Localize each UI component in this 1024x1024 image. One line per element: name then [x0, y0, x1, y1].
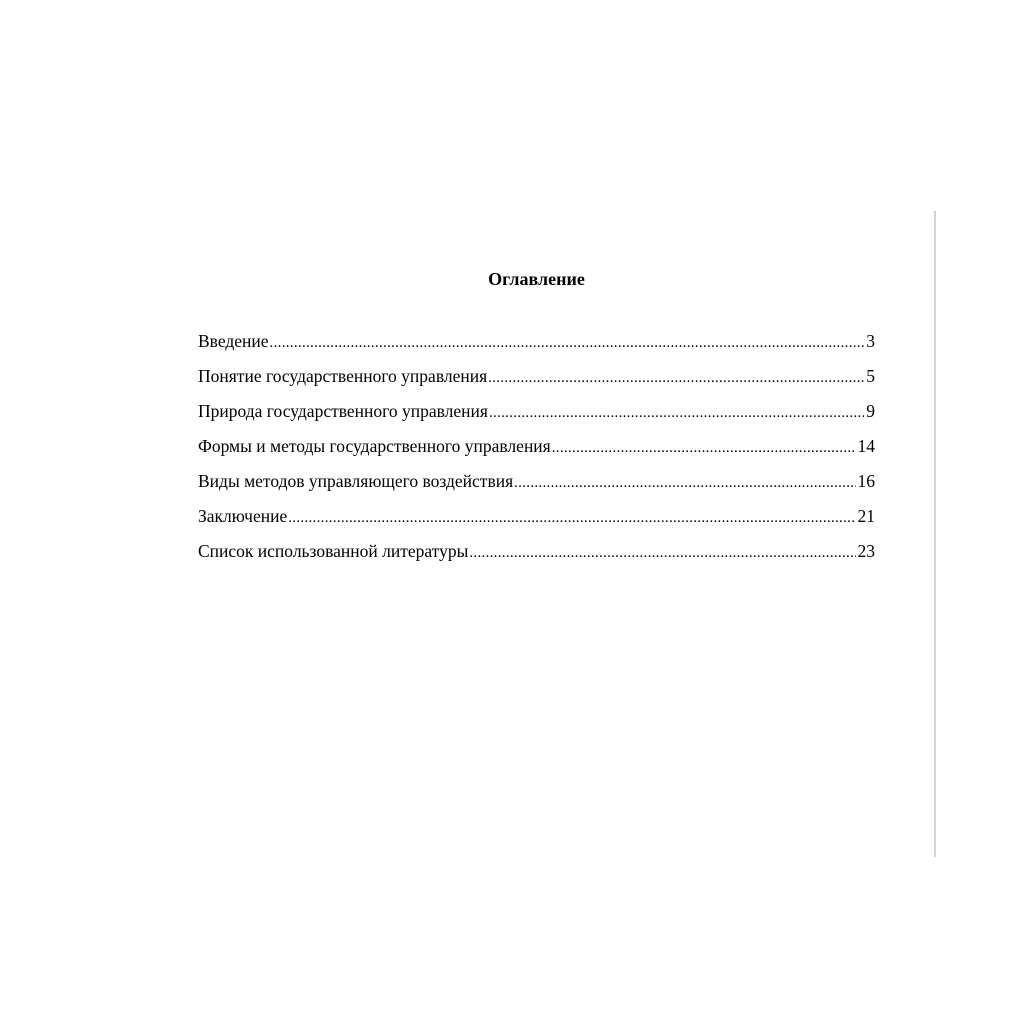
toc-entry-page: 16 [857, 471, 875, 491]
toc-entry-nature[interactable] [198, 398, 875, 433]
toc-dot-leader [514, 470, 855, 496]
toc-dot-leader [489, 400, 864, 426]
toc-entry-label: Виды методов управляющего воздействия [198, 471, 514, 491]
toc-entry-page: 14 [857, 436, 875, 456]
toc-dot-leader [288, 505, 855, 531]
toc-entry-label: Формы и методы государственного управления [198, 436, 551, 456]
toc-entry-page: 9 [866, 401, 875, 421]
toc-dot-leader [552, 435, 856, 461]
toc-dot-leader [270, 330, 865, 356]
toc-entry-page: 3 [866, 331, 875, 351]
toc-entry-concept[interactable] [198, 363, 875, 398]
toc-entry-references[interactable] [198, 538, 875, 573]
toc-entry-label: Понятие государственного управления [198, 366, 488, 386]
toc-dot-leader [488, 365, 864, 391]
toc-entry-label: Природа государственного управления [198, 401, 488, 421]
toc-entry-introduction[interactable] [198, 328, 875, 363]
toc-list [198, 328, 875, 573]
toc-entry-label: Введение [198, 331, 269, 351]
toc-entry-page: 5 [866, 366, 875, 386]
toc-entry-page: 21 [857, 506, 875, 526]
toc-entry-method-types[interactable] [198, 468, 875, 503]
toc-entry-label: Список использованной литературы [198, 541, 469, 561]
page-edge-divider [934, 211, 936, 857]
toc-entry-page: 23 [857, 541, 875, 561]
toc-dot-leader [469, 540, 855, 566]
toc-title: Оглавление [488, 269, 585, 289]
toc-entry-conclusion[interactable] [198, 503, 875, 538]
toc-entry-label: Заключение [198, 506, 288, 526]
toc-entry-forms-methods[interactable] [198, 433, 875, 468]
